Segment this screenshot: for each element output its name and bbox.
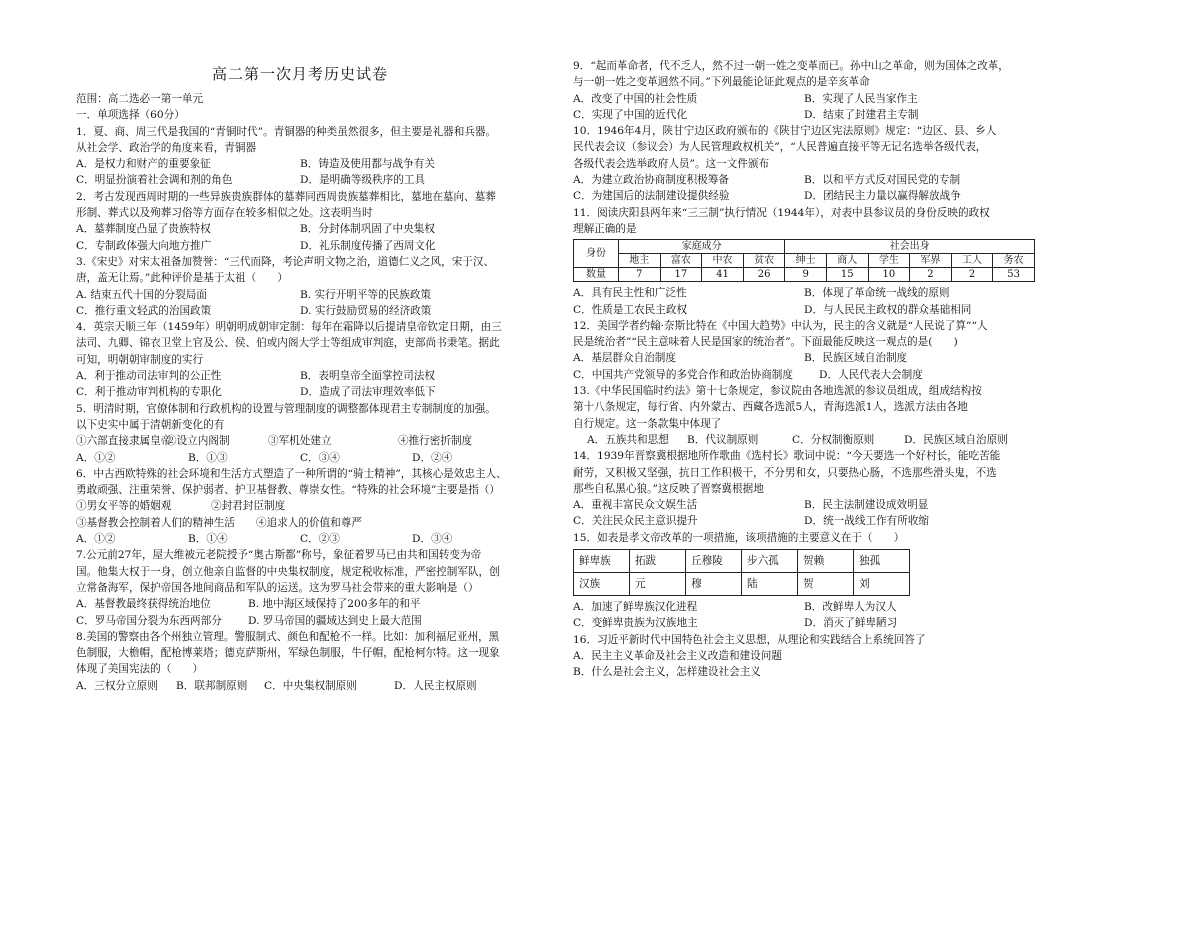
table-cell: 刘 xyxy=(854,573,910,596)
table-cell: 丘穆陵 xyxy=(686,550,742,573)
option-c[interactable]: C．推行重文轻武的治国政策 xyxy=(76,304,212,317)
question-16 xyxy=(573,632,1035,681)
option-c[interactable]: C．罗马帝国分裂为东西两部分 xyxy=(76,614,222,627)
question-12 xyxy=(573,318,1035,383)
statement-item: ④追求人的价值和尊严 xyxy=(256,516,362,529)
option-b[interactable]: B．①④ xyxy=(188,533,228,546)
table-row-header: 身份 xyxy=(574,240,619,268)
option-b[interactable]: B. 实行开明平等的民族政策 xyxy=(300,288,432,301)
question-stem: 各级代表会选举政府人员”。这一文件颁布 xyxy=(573,157,770,170)
question-stem: 14．1939年晋察冀根据地所作歌曲《选村长》歌词中说：“今天要选一个好村长，能吃苦能 xyxy=(573,450,1001,463)
option-b[interactable]: B．民主法制建设成效明显 xyxy=(804,499,929,512)
question-3 xyxy=(76,254,524,319)
table-cell: 地主 xyxy=(619,254,661,268)
question-stem: 12．美国学者约翰·奈斯比特在《中国大趋势》中认为，民主的含义就是“人民说了算”“人 xyxy=(573,319,988,332)
statement-item: ③基督教会控制着人们的精神生活 xyxy=(76,516,235,529)
option-d[interactable]: D. 罗马帝国的疆域达到史上最大范围 xyxy=(248,614,422,627)
question-13 xyxy=(573,383,1035,448)
option-d[interactable]: D．礼乐制度传播了西周文化 xyxy=(300,239,436,252)
option-a[interactable]: A．加速了鲜卑族汉化进程 xyxy=(573,601,698,614)
option-a[interactable]: A．具有民主性和广泛性 xyxy=(573,287,687,300)
option-d[interactable]: D．②④ xyxy=(412,451,453,464)
question-stem: 第十八条规定，每行省、内外蒙古、西藏各选派5人，青海选派1人，选派方法由各地 xyxy=(573,401,968,414)
question-14 xyxy=(573,448,1035,529)
table-row xyxy=(574,573,910,596)
table-cell: 贫农 xyxy=(743,254,785,268)
table-cell: 务农 xyxy=(993,254,1035,268)
question-7 xyxy=(76,547,524,628)
table-cell: 穆 xyxy=(686,573,742,596)
option-b[interactable]: B．体现了革命统一战线的原则 xyxy=(804,287,950,300)
question-stem: 4．英宗天顺三年（1459年）明朝明成朝审定制：每年在霜降以后提请皇帝钦定日期，由三 xyxy=(76,321,502,334)
question-stem: 以下史实中属于清朝新变化的有 xyxy=(76,418,225,431)
option-a[interactable]: A．利于推动司法审判的公正性 xyxy=(76,370,222,383)
option-a[interactable]: A．基督教最终获得统治地位 xyxy=(76,598,211,611)
table-cell: 53 xyxy=(993,268,1035,282)
option-c[interactable]: C．中央集权制原则 xyxy=(264,679,357,692)
option-b[interactable]: B．分封体制巩固了中央集权 xyxy=(300,223,435,236)
question-stem: 13.《中华民国临时约法》第十七条规定，参议院由各地选派的参议员组成，组成结构按 xyxy=(573,385,982,398)
option-d[interactable]: D. 实行鼓励贸易的经济政策 xyxy=(300,304,432,317)
option-a[interactable]: A．民主主义革命及社会主义改造和建设问题 xyxy=(573,649,782,662)
option-c[interactable]: C．实现了中国的近代化 xyxy=(573,108,688,121)
statement-item: ②封君封臣制度 xyxy=(211,500,286,513)
option-c[interactable]: C．利于推动审判机构的专职化 xyxy=(76,386,222,399)
option-b[interactable]: B. 地中海区域保持了200多年的和平 xyxy=(248,598,421,611)
question-stem: 9．“起而革命者，代不乏人，然不过一朝一姓之变革而已。孙中山之革命，则为国体之改革， xyxy=(573,60,1009,72)
option-c[interactable]: C．为建国后的法制建设提供经验 xyxy=(573,190,730,203)
question-stem: 民是统治者”“民主意味着人民是国家的统治者”。下面最能反映这一观点的是( ) xyxy=(573,336,958,349)
question-stem: 10．1946年4月，陕甘宁边区政府颁布的《陕甘宁边区宪法原则》规定：“边区、县、乡人 xyxy=(573,125,997,138)
option-d[interactable]: D．人民代表大会制度 xyxy=(819,368,923,381)
option-b[interactable]: B．表明皇帝全面掌控司法权 xyxy=(300,370,435,383)
table-cell: 2 xyxy=(951,268,993,282)
option-c[interactable]: C．关注民众民主意识提升 xyxy=(573,515,698,528)
statement-item: ④推行密折制度 xyxy=(398,435,473,448)
question-stem: 16．习近平新时代中国特色社会主义思想，从理论和实践结合上系统回答了 xyxy=(573,633,926,646)
table-row xyxy=(574,254,1035,268)
question-stem: 15．如表是孝文帝改革的一项措施，该项措施的主要意义在于（ ） xyxy=(573,531,905,544)
table-cell: 中农 xyxy=(702,254,744,268)
option-a[interactable]: A. 结束五代十国的分裂局面 xyxy=(76,288,207,301)
question-6 xyxy=(76,466,524,547)
question-15 xyxy=(573,530,1035,632)
option-d[interactable]: D．③④ xyxy=(412,533,453,546)
table-cell: 步六孤 xyxy=(742,550,798,573)
option-b[interactable]: B．联邦制原则 xyxy=(176,679,248,692)
exam-scope: 范围：高二选必一第一单元 xyxy=(76,93,204,105)
exam-title: 高二第一次月考历史试卷 xyxy=(211,65,388,83)
option-b[interactable]: B．什么是社会主义，怎样建设社会主义 xyxy=(573,666,761,679)
option-a[interactable]: A．墓葬制度凸显了贵族特权 xyxy=(76,223,211,236)
question-stem: 可知，明朝朝审制度的实行 xyxy=(76,353,204,366)
section-heading: 一．单项选择（60分） xyxy=(76,109,185,122)
question-stem: 自行规定。这一条款集中体现了 xyxy=(573,417,722,430)
option-a[interactable]: A．重视丰富民众文娱生活 xyxy=(573,499,698,512)
table-cell: 元 xyxy=(630,573,686,596)
option-b[interactable]: B．实现了人民当家作主 xyxy=(804,92,918,105)
question-stem: 5．明清时期，官僚体制和行政机构的设置与管理制度的调整都体现君主专制制度的加强。 xyxy=(76,402,496,415)
left-column xyxy=(76,58,524,694)
option-a[interactable]: A．基层群众自治制度 xyxy=(573,352,676,365)
question-4 xyxy=(76,319,524,400)
option-c[interactable]: C．②③ xyxy=(300,533,340,546)
question-stem: 唐，盖无让焉。”此种评价是基于太祖（ ） xyxy=(76,272,288,285)
statement-item: ②设立内阁制 xyxy=(166,435,230,448)
option-a[interactable]: A．五族共和思想 xyxy=(587,433,669,446)
option-c[interactable]: C．性质是工农民主政权 xyxy=(573,303,688,316)
option-a[interactable]: A．三权分立原则 xyxy=(76,679,158,692)
table-cell: 7 xyxy=(619,268,661,282)
table-group-header: 社会出身 xyxy=(785,240,1035,254)
table-cell: 15 xyxy=(826,268,868,282)
option-c[interactable]: C．明显扮演着社会调和剂的角色 xyxy=(76,174,233,187)
table-cell: 拓跋 xyxy=(630,550,686,573)
table-cell: 军界 xyxy=(910,254,952,268)
option-d[interactable]: D．结束了封建君主专制 xyxy=(804,108,919,121)
table-cell: 26 xyxy=(743,268,785,282)
option-c[interactable]: C．分权制衡原则 xyxy=(792,433,875,446)
table-cell: 17 xyxy=(660,268,702,282)
question-stem: 7.公元前27年，屋大维被元老院授予“奥古斯都”称号，象征着罗马已由共和国转变为帝 xyxy=(76,549,482,562)
table-cell: 贺赖 xyxy=(798,550,854,573)
table-cell: 商人 xyxy=(826,254,868,268)
table-cell: 9 xyxy=(785,268,827,282)
question-11 xyxy=(573,205,1035,318)
option-d[interactable]: D．与人民民主政权的群众基础相同 xyxy=(804,303,972,316)
table-cell: 10 xyxy=(868,268,910,282)
option-b[interactable]: B．代议制原则 xyxy=(687,433,759,446)
question-5 xyxy=(76,401,524,466)
option-b[interactable]: B．铸造及使用都与战争有关 xyxy=(300,158,435,171)
option-c[interactable]: C．专制政体强大向地方推广 xyxy=(76,239,212,252)
council-member-table xyxy=(573,239,1035,282)
option-a[interactable]: A．是权力和财产的重要象征 xyxy=(76,158,211,171)
question-stem: 法司、九卿、锦衣卫堂上官及公、侯、伯或内阁大学士等组成审判庭，吏部尚书秉笔。据此 xyxy=(76,337,500,350)
question-stem: 勇敢顽强、注重荣誉、保护弱者、护卫基督教、尊崇女性。“特殊的社会环境”主要是指（） xyxy=(76,484,500,497)
option-b[interactable]: B．改鲜卑人为汉人 xyxy=(804,601,897,614)
option-d[interactable]: D．消灭了鲜卑陋习 xyxy=(804,617,898,630)
table-cell: 工人 xyxy=(951,254,993,268)
option-c[interactable]: C．③④ xyxy=(300,451,340,464)
option-d[interactable]: D．是明确等级秩序的工具 xyxy=(300,174,426,187)
table-cell: 贺 xyxy=(798,573,854,596)
question-1 xyxy=(76,124,524,189)
table-cell: 学生 xyxy=(868,254,910,268)
right-column xyxy=(573,58,1035,681)
option-c[interactable]: C．中国共产党领导的多党合作和政治协商制度 xyxy=(573,368,793,381)
question-stem: 6．中古西欧特殊的社会环境和生活方式塑造了一种所谓的“骑士精神”，其核心是效忠主人、 xyxy=(76,467,507,480)
option-a[interactable]: A．改变了中国的社会性质 xyxy=(573,92,698,105)
table-row xyxy=(574,268,1035,282)
statement-item: ③军机处建立 xyxy=(268,435,332,448)
question-stem: 11．阅读庆阳县两年来“三三制”执行情况（1944年），对表中县参议员的身份反映的政权 xyxy=(573,206,990,219)
table-cell: 数量 xyxy=(574,268,619,282)
option-d[interactable]: D．统一战线工作有所收缩 xyxy=(804,515,930,528)
question-stem: 耐劳，又积极又坚强，抗日工作积极干，不分男和女，只要热心肠，不选那些滑头鬼，不选 xyxy=(573,466,997,479)
option-d[interactable]: D．团结民主力量以赢得解放战争 xyxy=(804,190,961,203)
option-d[interactable]: D．民族区域自治原则 xyxy=(904,433,1008,446)
option-d[interactable]: D．人民主权原则 xyxy=(394,679,477,692)
question-8 xyxy=(76,629,524,694)
question-stem: 2．考古发现西周时期的一些异族贵族群体的墓葬同西周贵族墓葬相比，墓地在墓向、墓葬 xyxy=(76,190,496,203)
statement-item: ①六部直接隶属皇帝 xyxy=(76,435,172,448)
option-c[interactable]: C．变鲜卑贵族为汉族地主 xyxy=(573,617,698,630)
option-d[interactable]: D．造成了司法审理效率低下 xyxy=(300,386,436,399)
option-b[interactable]: B．①③ xyxy=(188,451,228,464)
option-a[interactable]: A．①② xyxy=(76,533,116,546)
question-10 xyxy=(573,123,1035,204)
table-cell: 绅士 xyxy=(785,254,827,268)
surname-table xyxy=(573,549,910,596)
table-cell: 汉族 xyxy=(574,573,630,596)
question-stem: 理解正确的是 xyxy=(573,222,637,235)
table-cell: 独孤 xyxy=(854,550,910,573)
question-stem: 1．夏、商、周三代是我国的“青铜时代”。青铜器的种类虽然很多，但主要是礼器和兵器。 xyxy=(76,125,497,138)
question-9 xyxy=(573,58,1035,123)
question-stem: 形制、葬式以及殉葬习俗等方面存在较多相似之处。这表明当时 xyxy=(76,207,373,220)
question-stem: 与一朝一姓之变革迥然不同。”下列最能论证此观点的是辛亥革命 xyxy=(573,76,870,89)
option-a[interactable]: A．①② xyxy=(76,451,116,464)
option-b[interactable]: B．以和平方式反对国民党的专制 xyxy=(804,174,961,187)
question-stem: 民代表会议（参议会）为人民管理政权机关”，“人民普遍直接平等无记名选举各级代表， xyxy=(573,141,987,154)
question-stem: 8.美国的警察由各个州独立管理。警服制式、颜色和配枪不一样。比如：加利福尼亚州，黑 xyxy=(76,630,500,643)
table-cell: 富农 xyxy=(660,254,702,268)
table-group-header: 家庭成分 xyxy=(619,240,785,254)
option-a[interactable]: A．为建立政治协商制度积极筹备 xyxy=(573,174,729,187)
table-cell: 鲜卑族 xyxy=(574,550,630,573)
question-stem: 那些自私黑心狼。”这反映了晋察冀根据地 xyxy=(573,482,764,495)
table-cell: 41 xyxy=(702,268,744,282)
table-cell: 2 xyxy=(910,268,952,282)
statement-item: ①男女平等的婚姻观 xyxy=(76,500,172,513)
option-b[interactable]: B．民族区域自治制度 xyxy=(804,352,908,365)
table-cell: 陆 xyxy=(742,573,798,596)
question-2 xyxy=(76,189,524,254)
question-stem: 体现了美国宪法的（ ） xyxy=(76,663,204,676)
table-row xyxy=(574,550,910,573)
question-stem: 色制服，大檐帽，配枪博莱塔；德克萨斯州，军绿色制服，牛仔帽，配枪柯尔特。这一现象 xyxy=(76,647,500,660)
question-stem: 国。他集大权于一身，创立他亲自监督的中央集权制度，规定税收标准，严密控制军队，创 xyxy=(76,565,500,578)
question-stem: 立常备海军，保护帝国各地间商品和军队的运送。这为罗马社会带来的重大影响是（） xyxy=(76,581,479,594)
question-stem: 从社会学、政治学的角度来看，青铜器 xyxy=(76,141,257,154)
question-stem: 3.《宋史》对宋太祖备加赞誉：“三代而降，考论声明文物之治，道德仁义之风，宋于汉、 xyxy=(76,255,495,268)
